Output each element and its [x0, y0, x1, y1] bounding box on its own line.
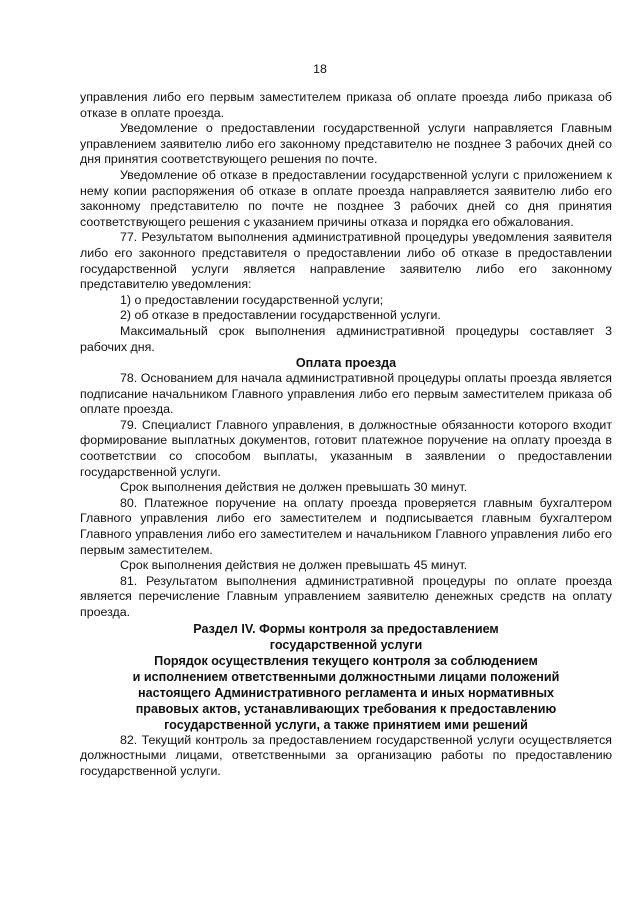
document-body [80, 90, 612, 779]
section-heading [80, 621, 612, 653]
subsection-heading-line: Порядок осуществления текущего контроля за соблюдением [154, 653, 538, 668]
subsection-heading-line: и исполнением ответственными должностными лицами положений [132, 669, 560, 684]
paragraph-term-45: Срок выполнения действия не должен превышать 45 минут. [120, 558, 468, 573]
page-number: 18 [313, 62, 327, 76]
subsection-heading-line: государственной услуги, а также принятием ими решений [164, 717, 528, 732]
paragraph-80: 80. Платежное поручение на оплату проезда проверяется главным бухгалтером Главного управления либо его заместителем и подписывается главным бухгалтером Главного управления либо его заместителем и начальником Главного управления либо его первым заместителем. [80, 495, 612, 557]
paragraph-82: 82. Текущий контроль за предоставлением государственной услуги осуществляется должностными лицами, ответственными за организацию работы по предоставлению государственной услуги. [80, 732, 612, 778]
paragraph-79: 79. Специалист Главного управления, в должностные обязанности которого входит формирование выплатных документов, готовит платежное поручение на оплату проезда в соответствии со способом выплаты, указанным в заявлении о предоставлении государственной услуги. [80, 417, 612, 479]
paragraph-notification-grant: Уведомление о предоставлении государственной услуги направляется Главным управлением заявителю либо его законному представителю не позднее 3 рабочих дней со дня принятия соответствующего решения по почте. [80, 121, 612, 167]
section-heading-line: Раздел IV. Формы контроля за предоставлением [193, 621, 499, 636]
section-heading-line: государственной услуги [269, 637, 423, 652]
list-item: 1) о предоставлении государственной услуги; [120, 292, 384, 307]
paragraph-max-term: Максимальный срок выполнения административной процедуры составляет 3 рабочих дня. [80, 323, 612, 354]
list-item: 2) об отказе в предоставлении государственной услуги. [120, 308, 441, 323]
paragraph-81: 81. Результатом выполнения административной процедуры по оплате проезда является перечисление Главным управлением заявителю денежных средств на оплату проезда. [80, 573, 612, 619]
paragraph-77: 77. Результатом выполнения административной процедуры уведомления заявителя либо его законного представителя о предоставлении либо об отказе в предоставлении государственной услуги является направление заявителю либо его законному представителю уведомления: [80, 230, 612, 292]
subsection-heading-line: настоящего Административного регламента и иных нормативных [137, 685, 555, 700]
paragraph-78: 78. Основанием для начала административной процедуры оплаты проезда является подписание начальником Главного управления либо его первым заместителем приказа об оплате проезда. [80, 371, 612, 417]
subsection-heading-line: правовых актов, устанавливающих требования к предоставлению [135, 701, 557, 716]
subsection-heading [80, 653, 612, 733]
heading-oplata-proezda: Оплата проезда [295, 356, 397, 371]
paragraph-continuation: управления либо его первым заместителем приказа об оплате проезда либо приказа об отказе в оплате проезда. [80, 90, 612, 120]
paragraph-notification-refusal: Уведомление об отказе в предоставлении государственной услуги с приложением к нему копии распоряжения об отказе в оплате проезда направляется заявителю либо его законному представителю по почте не позднее 3 рабочих дней со дня принятия соответствующего решения с указанием причины отказа и порядка его обжалования. [80, 167, 612, 229]
paragraph-term-30: Срок выполнения действия не должен превышать 30 минут. [120, 480, 468, 495]
